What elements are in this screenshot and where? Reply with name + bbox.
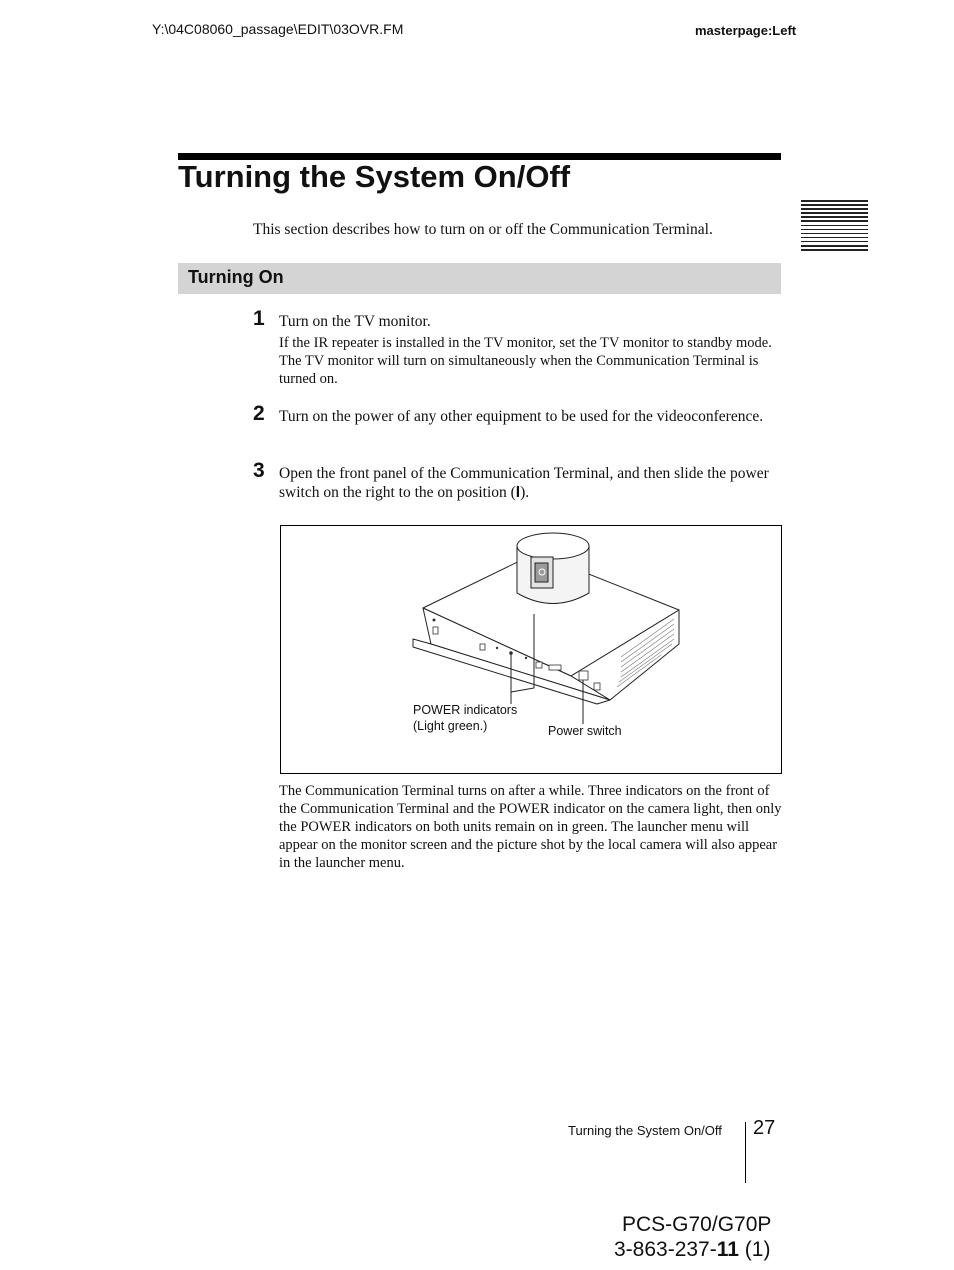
- step-1-note: If the IR repeater is installed in the TV monitor, set the TV monitor to standby mode. The TV monitor will turn on simultaneously when the Communication Terminal is turned on.: [279, 335, 772, 387]
- section-title: Turning On: [188, 267, 284, 287]
- footer-section-title: Turning the System On/Off: [568, 1123, 722, 1138]
- document-code: 3-863-237-11 (1): [614, 1238, 771, 1261]
- terminal-camera-drawing: [281, 526, 781, 773]
- page-title: Turning the System On/Off: [178, 159, 571, 194]
- device-illustration: [280, 525, 782, 774]
- header-masterpage: masterpage:Left: [695, 23, 797, 38]
- power-on-symbol: I: [515, 484, 521, 501]
- chapter-side-tab: [801, 200, 868, 256]
- step-3-text: Open the front panel of the Communication Terminal, and then slide the power switch on the right to the on position (I).: [279, 465, 769, 501]
- callout-power-switch: Power switch: [548, 724, 622, 738]
- callout-power-indicators: POWER indicators (Light green.): [413, 703, 518, 733]
- footer-divider: [745, 1122, 746, 1183]
- header-file-path: Y:\04C08060_passage\EDIT\03OVR.FM: [152, 21, 404, 37]
- step-1-number: 1: [253, 307, 265, 330]
- step-2-number: 2: [253, 402, 265, 425]
- result-paragraph: The Communication Terminal turns on after a while. Three indicators on the front of the Communication Terminal and the POWER indicator on the camera light, then only the POWER indicators on both units remain on in green. The launcher menu will appear on the monitor screen and the picture shot by the local camera will also appear in the launcher menu.: [279, 783, 782, 871]
- intro-paragraph: This section describes how to turn on or off the Communication Terminal.: [253, 221, 713, 238]
- step-1-text: Turn on the TV monitor.: [279, 313, 431, 330]
- step-2-text: Turn on the power of any other equipment to be used for the videoconference.: [279, 408, 764, 425]
- model-number: PCS-G70/G70P: [622, 1213, 772, 1236]
- step-3-number: 3: [253, 459, 265, 482]
- page-number: 27: [753, 1117, 776, 1139]
